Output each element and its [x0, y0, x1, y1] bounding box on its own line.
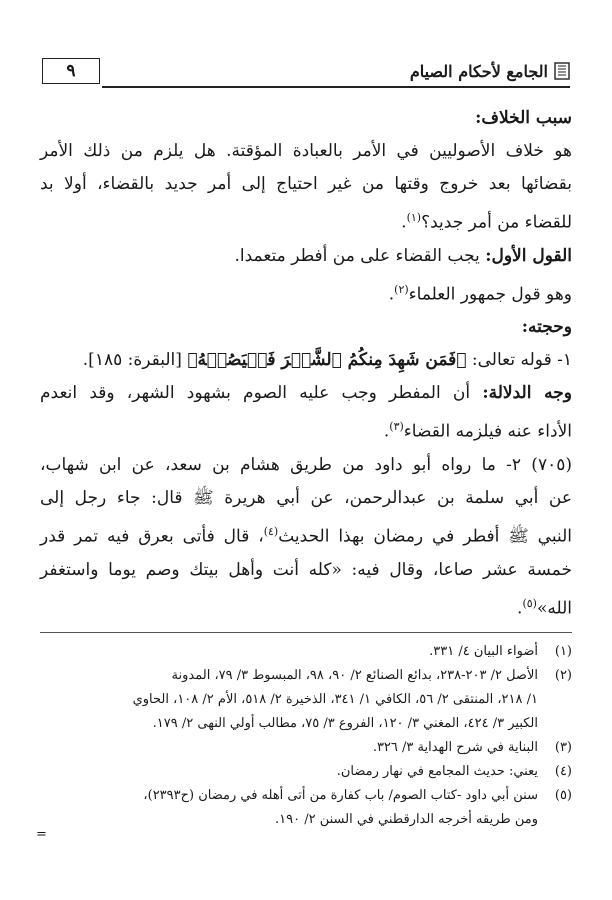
hadith-text: النبي ﷺ أفطر في رمضان بهذا الحديث [278, 526, 572, 547]
indication-text: الأداء عنه فيلزمه القضاء [403, 421, 572, 442]
footnote-number: (٣) [554, 740, 572, 755]
book-icon [554, 62, 570, 80]
footnote-number: (٢) [554, 668, 572, 683]
majority-line [40, 273, 572, 312]
footnote-number: (١) [554, 644, 572, 659]
footnote-ref: (٤) [263, 524, 279, 538]
footnote-ref: (٢) [394, 282, 409, 296]
footnote-item [40, 760, 572, 784]
hadith-line [40, 587, 572, 626]
first-opinion-line [40, 240, 572, 273]
paragraph-text: للقضاء من أمر جديد؟ [421, 212, 572, 233]
footnote-text: سنن أبي داود -كتاب الصوم/ باب كفارة من أتى أهله في رمضان (ح٢٣٩٣)، [143, 788, 538, 803]
evidence-quran-line [40, 344, 572, 377]
footnote-text: يعني: حديث المجامع في نهار رمضان. [336, 764, 538, 779]
majority-text: وهو قول جمهور العلماء [408, 284, 572, 305]
hadith-text: الله» [536, 598, 572, 619]
indication-text: أن المفطر وجب عليه الصوم بشهود الشهر، وقد انعدم [40, 383, 483, 404]
main-text [40, 102, 572, 625]
footnote-item [40, 664, 572, 688]
paragraph-line: هو خلاف الأصوليين في الأمر بالعبادة المؤقتة. هل يلزم من ذلك الأمر [40, 141, 572, 161]
footnote-text: البناية في شرح الهداية ٣/ ٣٢٦. [372, 740, 538, 755]
footnote-item [40, 736, 572, 760]
footnote-continuation: ومن طريقه أخرجه الدارقطني في السنن ٢/ ١٩٠. [275, 812, 538, 827]
hadith-line: (٧٠٥) ٢- ما رواه أبو داود من طريق هشام بن سعد، عن ابن شهاب، [40, 454, 572, 475]
header-divider [102, 86, 570, 88]
footnote-continuation: ١/ ٢١٨، المنتقى ٢/ ٥٦، الكافي ١/ ٣٤١، الذخيرة ٢/ ٥١٨، الأم ٢/ ١٠٨، الحاوي [132, 692, 538, 707]
footnote-text: الأصل ٢/ ٢٠٣-٢٣٨، بدائع الصنائع ٢/ ٩٠، ٩٨، المبسوط ٣/ ٧٩، المدونة [171, 668, 538, 683]
book-title: الجامع لأحكام الصيام [409, 61, 548, 81]
evidence-prefix: ١- قوله تعالى: [466, 350, 572, 371]
footnote-item [40, 784, 572, 808]
hadith-text: ، قال فأتى بعرق فيه تمر قدر [40, 526, 264, 547]
punctuation: . [383, 421, 390, 442]
footnote-ref: (٣) [389, 420, 404, 434]
first-opinion-label: القول الأول: [485, 245, 572, 266]
paragraph-line [40, 201, 572, 240]
verse-reference: [البقرة: ١٨٥]. [82, 350, 188, 371]
hadith-line: عن أبي سلمة بن عبدالرحمن، عن أبي هريرة ﷺ قال: جاء رجل إلى [40, 487, 572, 508]
punctuation: . [388, 284, 395, 305]
paragraph-line: بقضائها بعد خروج وقتها من غير احتياج إلى أمر جديد بالقضاء، أولا بد [40, 174, 572, 194]
indication-line [40, 377, 572, 410]
hadith-line: خمسة عشر صاعا، وقال فيه: «كله أنت وأهل بيتك وصم يوما واستغفر [40, 559, 572, 580]
footnote-ref: (١) [406, 211, 422, 224]
punctuation: . [517, 598, 523, 619]
evidence-heading: وحجته: [521, 317, 572, 338]
page-number: ٩ [42, 58, 100, 84]
header-title-group [410, 58, 570, 84]
punctuation: . [401, 212, 407, 233]
indication-line [40, 410, 572, 449]
footnote-number: (٥) [554, 788, 572, 803]
indication-label: وجه الدلالة: [482, 383, 572, 404]
footnotes [40, 640, 572, 832]
footnote-divider [40, 632, 572, 633]
quran-verse: ﴿فَمَن شَهِدَ مِنكُمُ ٱلشَّهۡرَ فَلۡيَصُمۡهُ﴾ [187, 350, 467, 371]
margin-mark: = [36, 827, 47, 842]
footnote-text: أضواء البيان ٤/ ٣٣١. [429, 644, 538, 659]
footnote-item [40, 640, 572, 664]
section-heading-reason: سبب الخلاف: [475, 108, 572, 128]
footnote-number: (٤) [554, 764, 572, 779]
first-opinion-text: يجب القضاء على من أفطر متعمدا. [234, 245, 486, 266]
page-header [42, 58, 570, 88]
footnote-ref: (٥) [522, 596, 537, 610]
footnote-continuation: الكبير ٣/ ٤٢٤، المغني ٣/ ١٢٠، الفروع ٣/ ٧٥، مطالب أولي النهى ٢/ ١٧٩. [152, 716, 538, 731]
hadith-line [40, 515, 572, 554]
